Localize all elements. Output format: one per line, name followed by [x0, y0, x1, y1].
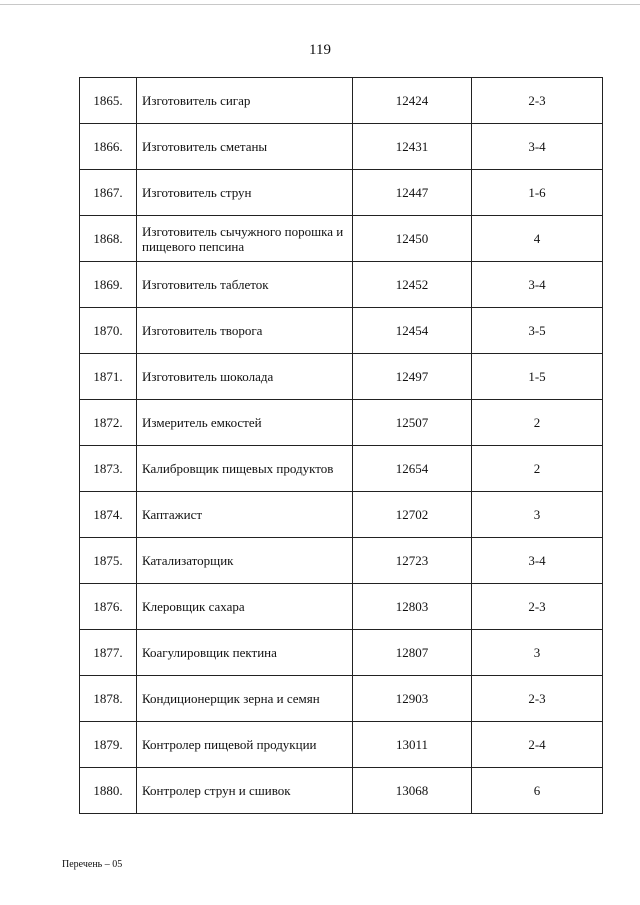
row-number-cell: 1865.: [80, 78, 137, 124]
row-number-cell: 1873.: [80, 446, 137, 492]
occupation-name-cell: Клеровщик сахара: [137, 584, 353, 630]
grade-range-cell: 1-6: [472, 170, 603, 216]
table-row: [80, 354, 603, 400]
table-row: [80, 400, 603, 446]
occupation-name-cell: Катализаторщик: [137, 538, 353, 584]
row-number-cell: 1871.: [80, 354, 137, 400]
occupation-code-cell: 12497: [353, 354, 472, 400]
grade-range-cell: 2-3: [472, 584, 603, 630]
grade-range-cell: 2: [472, 446, 603, 492]
occupation-name-cell: Изготовитель сычужного порошка и пищевого пепсина: [137, 216, 353, 262]
occupation-code-cell: 12903: [353, 676, 472, 722]
page-number: 119: [309, 42, 331, 58]
occupation-name-cell: Коагулировщик пектина: [137, 630, 353, 676]
occupation-name-cell: Контролер струн и сшивок: [137, 768, 353, 814]
table-row: [80, 124, 603, 170]
row-number-cell: 1875.: [80, 538, 137, 584]
row-number-cell: 1880.: [80, 768, 137, 814]
table-row: [80, 584, 603, 630]
occupation-code-cell: 12702: [353, 492, 472, 538]
occupation-name-cell: Изготовитель сигар: [137, 78, 353, 124]
table-row: [80, 78, 603, 124]
occupation-code-cell: 13011: [353, 722, 472, 768]
grade-range-cell: 2: [472, 400, 603, 446]
table-row: [80, 768, 603, 814]
occupation-table: [79, 77, 603, 814]
occupation-name-cell: Калибровщик пищевых продуктов: [137, 446, 353, 492]
occupation-name-cell: Изготовитель таблеток: [137, 262, 353, 308]
occupation-code-cell: 12447: [353, 170, 472, 216]
grade-range-cell: 2-3: [472, 78, 603, 124]
top-rule: [0, 4, 640, 5]
occupation-code-cell: 12507: [353, 400, 472, 446]
table-row: [80, 216, 603, 262]
row-number-cell: 1868.: [80, 216, 137, 262]
table-row: [80, 492, 603, 538]
table-row: [80, 630, 603, 676]
occupation-name-cell: Изготовитель шоколада: [137, 354, 353, 400]
grade-range-cell: 3-4: [472, 124, 603, 170]
footer-note: Перечень – 05: [62, 859, 123, 870]
row-number-cell: 1877.: [80, 630, 137, 676]
grade-range-cell: 3-5: [472, 308, 603, 354]
occupation-code-cell: 12803: [353, 584, 472, 630]
row-number-cell: 1866.: [80, 124, 137, 170]
occupation-code-cell: 12450: [353, 216, 472, 262]
occupation-code-cell: 13068: [353, 768, 472, 814]
occupation-name-cell: Изготовитель струн: [137, 170, 353, 216]
occupation-name-cell: Измеритель емкостей: [137, 400, 353, 446]
grade-range-cell: 3-4: [472, 538, 603, 584]
table-row: [80, 676, 603, 722]
grade-range-cell: 2-3: [472, 676, 603, 722]
occupation-name-cell: Каптажист: [137, 492, 353, 538]
table-row: [80, 722, 603, 768]
row-number-cell: 1869.: [80, 262, 137, 308]
occupation-name-cell: Кондиционерщик зерна и семян: [137, 676, 353, 722]
occupation-code-cell: 12431: [353, 124, 472, 170]
occupation-code-cell: 12654: [353, 446, 472, 492]
row-number-cell: 1867.: [80, 170, 137, 216]
table-row: [80, 262, 603, 308]
row-number-cell: 1872.: [80, 400, 137, 446]
occupation-code-cell: 12454: [353, 308, 472, 354]
row-number-cell: 1879.: [80, 722, 137, 768]
table-row: [80, 170, 603, 216]
occupation-code-cell: 12807: [353, 630, 472, 676]
occupation-code-cell: 12723: [353, 538, 472, 584]
grade-range-cell: 4: [472, 216, 603, 262]
table-row: [80, 446, 603, 492]
row-number-cell: 1874.: [80, 492, 137, 538]
grade-range-cell: 6: [472, 768, 603, 814]
table-row: [80, 538, 603, 584]
occupation-code-cell: 12424: [353, 78, 472, 124]
grade-range-cell: 3: [472, 492, 603, 538]
occupation-name-cell: Изготовитель творога: [137, 308, 353, 354]
occupation-name-cell: Контролер пищевой продукции: [137, 722, 353, 768]
grade-range-cell: 2-4: [472, 722, 603, 768]
grade-range-cell: 3-4: [472, 262, 603, 308]
grade-range-cell: 1-5: [472, 354, 603, 400]
table-row: [80, 308, 603, 354]
row-number-cell: 1870.: [80, 308, 137, 354]
occupation-name-cell: Изготовитель сметаны: [137, 124, 353, 170]
grade-range-cell: 3: [472, 630, 603, 676]
row-number-cell: 1876.: [80, 584, 137, 630]
row-number-cell: 1878.: [80, 676, 137, 722]
occupation-code-cell: 12452: [353, 262, 472, 308]
